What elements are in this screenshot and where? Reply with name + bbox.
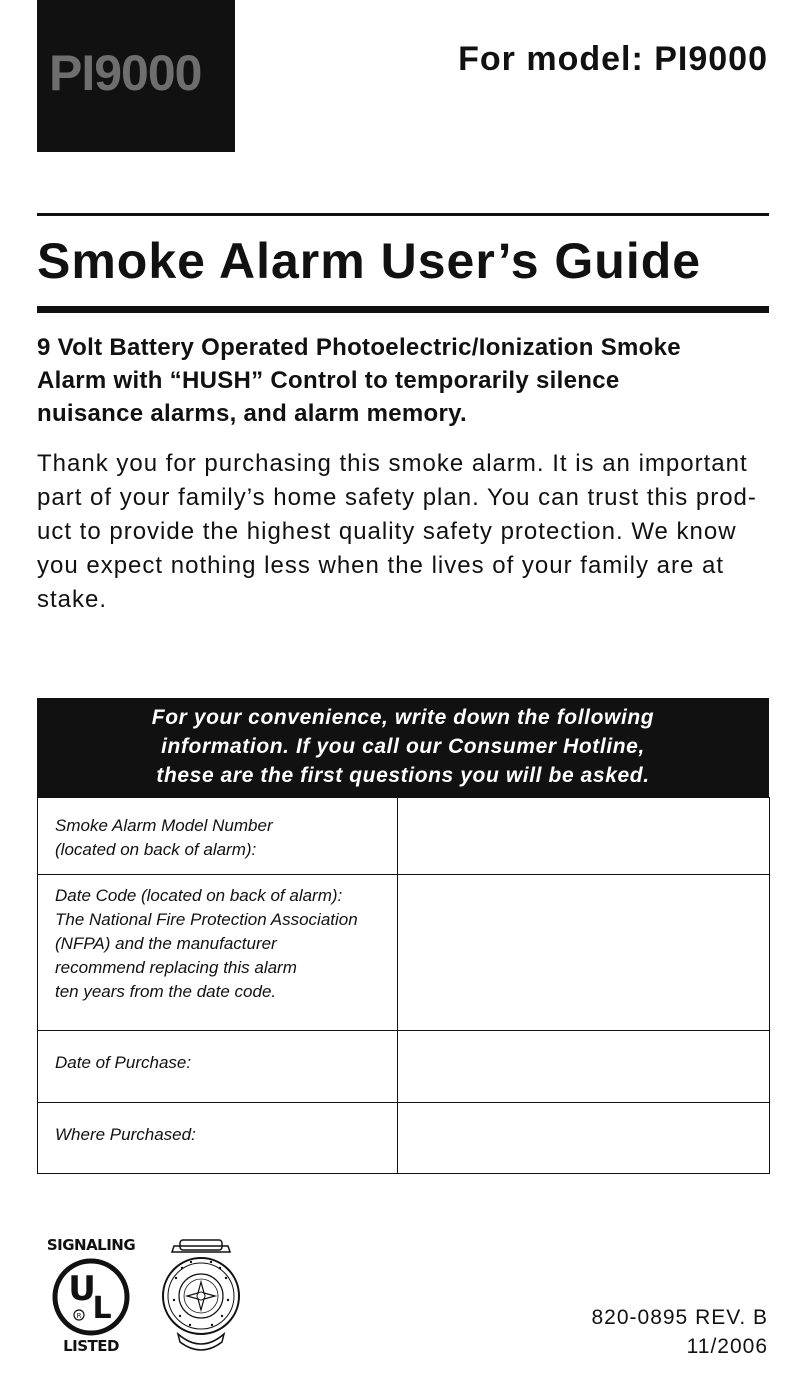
intro-line: part of your family’s home safety plan. You can trust this prod- [37, 484, 757, 511]
table-row [38, 875, 770, 1031]
intro-line: you expect nothing less when the lives of your family are at [37, 552, 724, 579]
document-revision [591, 1303, 768, 1361]
intro-paragraph [37, 447, 769, 617]
info-box-header [37, 698, 769, 798]
ul-bottom-text: LISTED [63, 1337, 119, 1355]
info-header-line: these are the first questions you will be asked. [156, 764, 650, 787]
label-line: Where Purchased: [55, 1125, 196, 1144]
info-table [37, 797, 770, 1174]
ul-top-text: SIGNALING [46, 1236, 136, 1254]
ul-mark-icon [52, 1258, 130, 1336]
model-badge-text: PI9000 [49, 45, 202, 101]
svg-text:R: R [76, 1312, 82, 1320]
table-row [38, 798, 770, 875]
subtitle-line: nuisance alarms, and alarm memory. [37, 400, 467, 427]
top-divider [37, 213, 769, 216]
svg-text:L: L [92, 1291, 112, 1326]
label-line: Date Code (located on back of alarm): [55, 886, 343, 905]
title-divider [37, 306, 769, 313]
info-header-line: information. If you call our Consumer Hotline, [161, 735, 645, 758]
date-of-purchase-field[interactable] [398, 1031, 770, 1103]
where-purchased-label [38, 1103, 398, 1174]
label-line: (NFPA) and the manufacturer [55, 934, 277, 953]
model-number-label [38, 798, 398, 875]
date-code-field[interactable] [398, 875, 770, 1031]
label-line: Smoke Alarm Model Number [55, 816, 273, 835]
info-header-line: For your convenience, write down the following [151, 706, 655, 729]
svg-text:U: U [68, 1269, 96, 1309]
label-line: recommend replacing this alarm [55, 958, 297, 977]
model-number-field[interactable] [398, 798, 770, 875]
document-date: 11/2006 [686, 1335, 768, 1358]
label-line: Date of Purchase: [55, 1053, 192, 1072]
intro-line: stake. [37, 586, 108, 613]
label-line: ten years from the date code. [55, 982, 277, 1001]
fire-marshal-seal-icon [160, 1238, 242, 1358]
model-badge [37, 0, 235, 152]
label-line: The National Fire Protection Association [55, 910, 358, 929]
table-row [38, 1031, 770, 1103]
table-row [38, 1103, 770, 1174]
label-line: (located on back of alarm): [55, 840, 257, 859]
date-of-purchase-label [38, 1031, 398, 1103]
date-code-label [38, 875, 398, 1031]
where-purchased-field[interactable] [398, 1103, 770, 1174]
subtitle-line: Alarm with “HUSH” Control to temporarily silence [37, 367, 620, 394]
subtitle-line: 9 Volt Battery Operated Photoelectric/Ionization Smoke [37, 334, 681, 361]
document-number: 820-0895 REV. B [591, 1306, 768, 1329]
for-model-label: For model: PI9000 [458, 40, 768, 78]
page-title: Smoke Alarm User’s Guide [37, 233, 702, 289]
ul-listed-logo [44, 1236, 138, 1356]
subtitle [37, 331, 767, 430]
intro-line: Thank you for purchasing this smoke alarm. It is an important [37, 450, 748, 477]
intro-line: uct to provide the highest quality safety protection. We know [37, 518, 737, 545]
